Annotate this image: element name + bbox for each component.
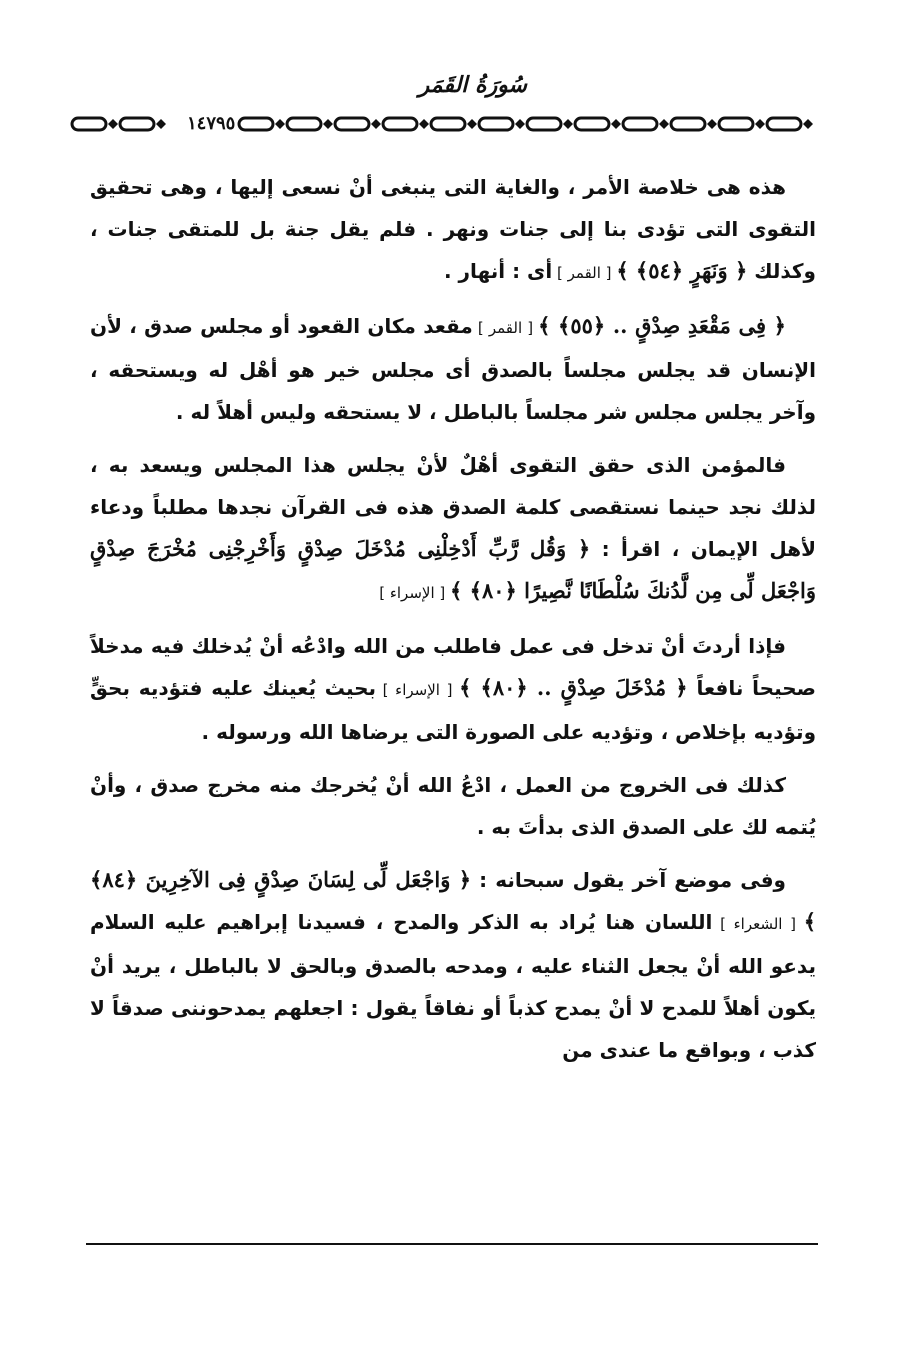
page-number: ١٤٧٩٥ <box>187 113 236 134</box>
header-ornament <box>70 112 845 136</box>
surah-reference: [ الإسراء ] <box>376 681 460 699</box>
body-text: هذه هى خلاصة الأمر ، والغاية التى ينبغى أنْ نسعى إليها ، وهى تحقيق التقوى التى تؤدى بنا إلى جنات ونهر . فلم يقل جنة بل للمتقى جنات ، وكذلك <box>90 175 816 283</box>
paragraph <box>90 859 816 1071</box>
quran-verse: ﴿ مُدْخَلَ صِدْقٍ .. ﴿٨٠﴾ ﴾ <box>459 675 688 700</box>
quran-verse: ﴿ وَاجْعَل لِّى لِسَانَ صِدْقٍ فِى الآخِرِينَ ﴿٨٤﴾ ﴾ <box>90 867 816 934</box>
paragraph <box>90 305 816 433</box>
footer-rule <box>86 1243 818 1245</box>
ornament-border-left <box>70 115 185 133</box>
body-text: كذلك فى الخروج من العمل ، ادْعُ الله أنْ يُخرجك منه مخرج صدق ، وأنْ يُتمه لك على الصدق الذى بدأتَ به . <box>90 773 816 839</box>
quran-verse: ﴿ وَقُل رَّبِّ أَدْخِلْنِى مُدْخَلَ صِدْقٍ وَأَخْرِجْنِى مُخْرَجَ صِدْقٍ وَاجْعَل لِّى مِن لَّدُنكَ سُلْطَانًا نَّصِيرًا ﴿٨٠﴾ ﴾ <box>90 536 816 603</box>
body-text: مقعد مكان القعود أو مجلس صدق ، لأن الإنسان قد يجلس مجلساً بالصدق أى مجلس خير هو أهْل له ويستحقه ، وآخر يجلس مجلس شر مجلساً بالباطل ، لا يستحقه وليس أهلاً له . <box>90 314 816 424</box>
surah-reference: [ القمر ] <box>472 319 539 337</box>
quran-verse: ﴿ وَنَهَرٍ ﴿٥٤﴾ ﴾ <box>616 258 748 283</box>
paragraph <box>90 166 816 294</box>
body-text: فالمؤمن الذى حقق التقوى أهْلٌ لأنْ يجلس هذا المجلس ويسعد به ، لذلك نجد حينما نستقصى كلمة الصدق هذه فى القرآن نجدها مطلباً ودعاء لأهل الإيمان ، اقرأ : <box>90 453 816 561</box>
paragraph <box>90 764 816 848</box>
quran-verse: ﴿ فِى مَقْعَدِ صِدْقٍ .. ﴿٥٥﴾ ﴾ <box>538 313 786 338</box>
surah-title: سُورَةُ القَمَر <box>418 72 527 98</box>
surah-reference: [ الشعراء ] <box>712 915 804 933</box>
body-text: فإذا أردتَ أنْ تدخل فى عمل فاطلب من الله وادْعُه أنْ يُدخلك فيه مدخلاً صحيحاً نافعاً <box>90 634 817 700</box>
surah-reference: [ القمر ] <box>552 264 617 282</box>
body-text: بحيث يُعينك عليه فتؤديه بحقٍّ وتؤديه بإخلاص ، وتؤديه على الصورة التى يرضاها الله ورسوله . <box>90 676 816 744</box>
paragraph <box>90 625 816 753</box>
surah-reference: [ الإسراء ] <box>379 584 451 602</box>
text-body <box>90 166 816 1082</box>
body-text: اللسان هنا يُراد به الذكر والمدح ، فسيدنا إبراهيم عليه السلام يدعو الله أنْ يجعل الثناء عليه ، ومدحه بالصدق وبالحق لا بالباطل ، يريد أنْ يكون أهلاً للمدح لا أنْ يمدح كذباً أو نفاقاً يقول : اجعلهم يمدحوننى صدقاً لا كذب ، وبواقع ما عندى من <box>90 910 816 1062</box>
ornament-border-right <box>237 115 845 133</box>
paragraph <box>90 444 816 614</box>
body-text: وفى موضع آخر يقول سبحانه : <box>471 868 786 892</box>
body-text: أى : أنهار . <box>443 259 553 283</box>
page-header <box>70 64 845 144</box>
